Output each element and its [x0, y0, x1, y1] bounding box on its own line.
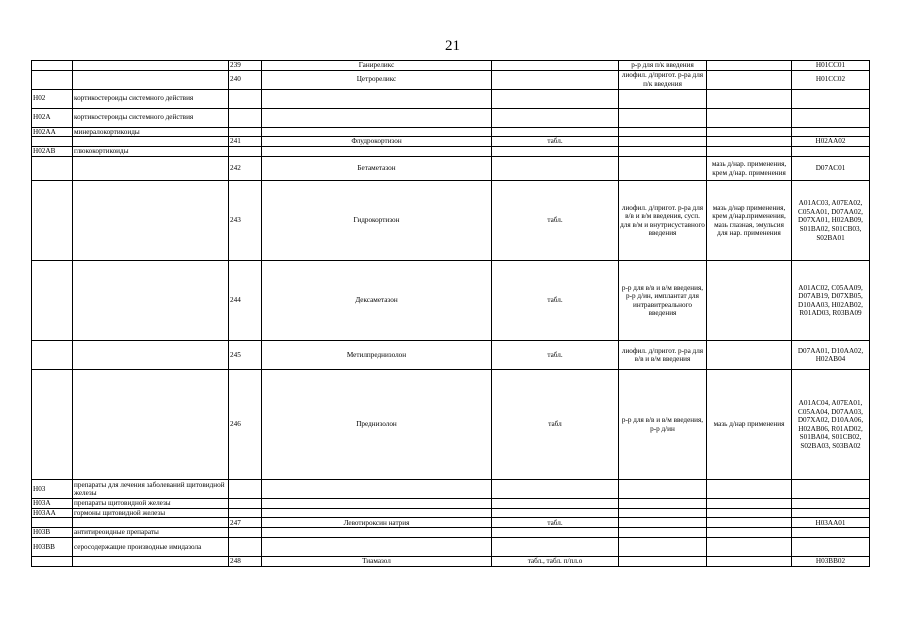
drug-name: [262, 89, 492, 108]
dosage-form-injection: [619, 537, 707, 556]
table-row: [32, 61, 870, 71]
atc-group-code: [32, 261, 73, 341]
drug-list-table: [31, 60, 870, 567]
drug-name: Преднизолон: [262, 370, 492, 480]
drug-name: [262, 508, 492, 518]
item-number: [229, 537, 262, 556]
dosage-form-injection: [619, 108, 707, 127]
dosage-form-topical: [707, 518, 792, 528]
atc-group-code: [32, 181, 73, 261]
atc-group-name: [73, 556, 229, 566]
dosage-form-injection: лиофил. д/пригот. р-ра для в/в и в/м введения, сусп. для в/м и внутрисуставного введения: [619, 181, 707, 261]
item-number: [229, 89, 262, 108]
table-row: [32, 137, 870, 147]
dosage-form-oral: [492, 528, 619, 538]
atc-group-code: [32, 341, 73, 370]
dosage-form-topical: [707, 480, 792, 499]
atc-group-name: кортикостероиды системного действия: [73, 108, 229, 127]
dosage-form-topical: [707, 89, 792, 108]
dosage-form-injection: р-р для в/в и в/м введения, р-р д/ин, имплантат для интравитреального введения: [619, 261, 707, 341]
drug-name: [262, 108, 492, 127]
drug-name: Бетаметазон: [262, 157, 492, 181]
atc-group-name: препараты щитовидной железы: [73, 499, 229, 509]
drug-name: [262, 499, 492, 509]
dosage-form-oral: табл.: [492, 341, 619, 370]
atc-group-code: [32, 556, 73, 566]
atc-group-code: H03BB: [32, 537, 73, 556]
atc-code: H01CC01: [792, 61, 870, 71]
drug-name: [262, 537, 492, 556]
item-number: 246: [229, 370, 262, 480]
atc-group-code: H02AA: [32, 127, 73, 137]
atc-group-name: серосодержащие производные имидазола: [73, 537, 229, 556]
dosage-form-topical: [707, 127, 792, 137]
table-row: [32, 528, 870, 538]
item-number: [229, 147, 262, 157]
atc-code: D07AA01, D10AA02, H02AB04: [792, 341, 870, 370]
atc-code: [792, 499, 870, 509]
table-row: [32, 127, 870, 137]
atc-code: [792, 147, 870, 157]
atc-code: [792, 480, 870, 499]
atc-group-code: H03B: [32, 528, 73, 538]
atc-code: A01AC02, C05AA09, D07AB19, D07XB05, D10AA03, H02AB02, R01AD03, R03BA09: [792, 261, 870, 341]
drug-name: Гидрокортизон: [262, 181, 492, 261]
atc-code: H03BB02: [792, 556, 870, 566]
dosage-form-topical: [707, 508, 792, 518]
dosage-form-oral: [492, 480, 619, 499]
dosage-form-oral: [492, 147, 619, 157]
drug-name: [262, 528, 492, 538]
dosage-form-injection: [619, 137, 707, 147]
dosage-form-injection: [619, 157, 707, 181]
dosage-form-oral: [492, 89, 619, 108]
dosage-form-injection: [619, 480, 707, 499]
item-number: 243: [229, 181, 262, 261]
drug-name: [262, 147, 492, 157]
dosage-form-injection: [619, 508, 707, 518]
atc-group-code: [32, 370, 73, 480]
item-number: 247: [229, 518, 262, 528]
drug-name: Ганиреликс: [262, 61, 492, 71]
dosage-form-topical: [707, 137, 792, 147]
atc-group-name: [73, 137, 229, 147]
table-row: [32, 261, 870, 341]
dosage-form-topical: [707, 261, 792, 341]
atc-group-name: антитиреоидные препараты: [73, 528, 229, 538]
drug-name: Левотироксин натрия: [262, 518, 492, 528]
atc-group-code: H02A: [32, 108, 73, 127]
atc-group-code: [32, 61, 73, 71]
dosage-form-injection: р-р для п/к введения: [619, 61, 707, 71]
item-number: 240: [229, 70, 262, 89]
table-row: [32, 70, 870, 89]
dosage-form-topical: [707, 499, 792, 509]
atc-group-name: кортикостероиды системного действия: [73, 89, 229, 108]
dosage-form-oral: [492, 508, 619, 518]
dosage-form-oral: [492, 537, 619, 556]
drug-name: [262, 480, 492, 499]
dosage-form-oral: [492, 108, 619, 127]
atc-group-code: [32, 518, 73, 528]
table-row: [32, 147, 870, 157]
atc-group-name: [73, 181, 229, 261]
atc-code: [792, 528, 870, 538]
dosage-form-topical: мазь д/нар применения, крем д/нар.применения, мазь глазная, эмульсия для нар. применения: [707, 181, 792, 261]
table-row: [32, 537, 870, 556]
table-row: [32, 157, 870, 181]
atc-group-name: [73, 518, 229, 528]
dosage-form-topical: [707, 528, 792, 538]
table-row: [32, 556, 870, 566]
page-number: 21: [445, 38, 460, 54]
dosage-form-oral: [492, 70, 619, 89]
dosage-form-topical: [707, 108, 792, 127]
dosage-form-topical: мазь д/нар применения: [707, 370, 792, 480]
table-row: [32, 341, 870, 370]
item-number: [229, 127, 262, 137]
atc-code: D07AC01: [792, 157, 870, 181]
atc-code: A01AC03, A07EA02, C05AA01, D07AA02, D07XA01, H02AB09, S01BA02, S01CB03, S02BA01: [792, 181, 870, 261]
dosage-form-injection: лиофил. д/пригот. р-ра для п/к введения: [619, 70, 707, 89]
dosage-form-injection: [619, 499, 707, 509]
dosage-form-injection: [619, 518, 707, 528]
atc-group-code: H02AB: [32, 147, 73, 157]
item-number: 248: [229, 556, 262, 566]
dosage-form-injection: [619, 127, 707, 137]
dosage-form-oral: табл.: [492, 261, 619, 341]
drug-name: Тиамазол: [262, 556, 492, 566]
dosage-form-oral: табл.: [492, 137, 619, 147]
dosage-form-oral: табл: [492, 370, 619, 480]
atc-group-name: [73, 341, 229, 370]
item-number: 245: [229, 341, 262, 370]
atc-group-name: [73, 370, 229, 480]
item-number: [229, 528, 262, 538]
atc-code: H01CC02: [792, 70, 870, 89]
drug-name: [262, 127, 492, 137]
atc-code: [792, 89, 870, 108]
atc-group-name: минералокортикоиды: [73, 127, 229, 137]
table-row: [32, 181, 870, 261]
atc-group-code: H03AA: [32, 508, 73, 518]
dosage-form-injection: лиофил. д/пригот. р-ра для в/в и в/м введения: [619, 341, 707, 370]
dosage-form-topical: [707, 61, 792, 71]
item-number: [229, 499, 262, 509]
atc-group-name: препараты для лечения заболеваний щитовидной железы: [73, 480, 229, 499]
atc-group-name: [73, 157, 229, 181]
dosage-form-oral: [492, 61, 619, 71]
dosage-form-injection: [619, 556, 707, 566]
table-row: [32, 89, 870, 108]
dosage-form-oral: [492, 499, 619, 509]
item-number: [229, 480, 262, 499]
dosage-form-oral: табл., табл. п/пл.о: [492, 556, 619, 566]
dosage-form-topical: [707, 537, 792, 556]
dosage-form-topical: [707, 70, 792, 89]
atc-code: H02AA02: [792, 137, 870, 147]
dosage-form-injection: р-р для в/в и в/м введения, р-р д/ин: [619, 370, 707, 480]
atc-group-name: [73, 261, 229, 341]
dosage-form-injection: [619, 89, 707, 108]
dosage-form-oral: табл.: [492, 181, 619, 261]
atc-group-code: H03A: [32, 499, 73, 509]
item-number: 242: [229, 157, 262, 181]
atc-group-name: [73, 70, 229, 89]
table-row: [32, 370, 870, 480]
table-row: [32, 518, 870, 528]
atc-group-code: H03: [32, 480, 73, 499]
dosage-form-topical: мазь д/нар. применения, крем д/нар. применения: [707, 157, 792, 181]
dosage-form-injection: [619, 147, 707, 157]
drug-name: Метилпреднизолон: [262, 341, 492, 370]
atc-code: A01AC04, A07EA01, C05AA04, D07AA03, D07XA02, D10AA06, H02AB06, R01AD02, S01BA04, S01CB02, S02BA03, S03BA02: [792, 370, 870, 480]
atc-code: [792, 537, 870, 556]
dosage-form-injection: [619, 528, 707, 538]
dosage-form-oral: [492, 157, 619, 181]
table-row: [32, 499, 870, 509]
atc-code: [792, 508, 870, 518]
dosage-form-topical: [707, 341, 792, 370]
dosage-form-topical: [707, 556, 792, 566]
dosage-form-topical: [707, 147, 792, 157]
drug-name: Флудрокортизон: [262, 137, 492, 147]
atc-group-code: [32, 70, 73, 89]
atc-code: [792, 127, 870, 137]
item-number: [229, 508, 262, 518]
table-row: [32, 108, 870, 127]
atc-code: H03AA01: [792, 518, 870, 528]
item-number: 239: [229, 61, 262, 71]
atc-group-name: гормоны щитовидной железы: [73, 508, 229, 518]
dosage-form-oral: [492, 127, 619, 137]
item-number: 241: [229, 137, 262, 147]
drug-list-body: [32, 61, 870, 567]
atc-group-code: [32, 137, 73, 147]
item-number: 244: [229, 261, 262, 341]
atc-group-name: глюкокортикоиды: [73, 147, 229, 157]
item-number: [229, 108, 262, 127]
atc-code: [792, 108, 870, 127]
dosage-form-oral: табл.: [492, 518, 619, 528]
table-row: [32, 480, 870, 499]
table-row: [32, 508, 870, 518]
atc-group-code: H02: [32, 89, 73, 108]
drug-name: Цетрореликс: [262, 70, 492, 89]
drug-name: Дексаметазон: [262, 261, 492, 341]
atc-group-name: [73, 61, 229, 71]
atc-group-code: [32, 157, 73, 181]
